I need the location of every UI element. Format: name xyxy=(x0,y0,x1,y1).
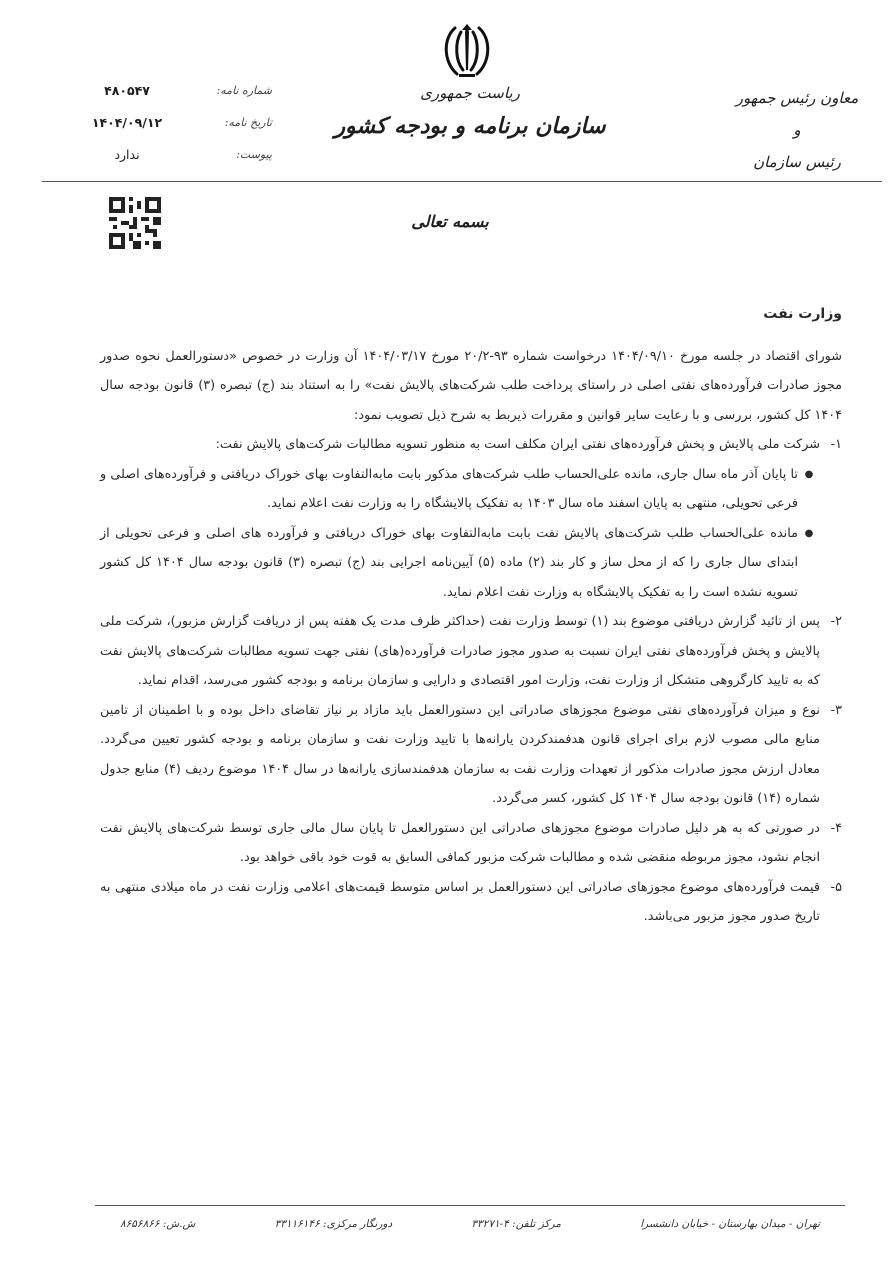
number-label: شماره نامه: xyxy=(216,83,272,97)
clause-2 xyxy=(100,607,842,696)
organization-title xyxy=(330,80,610,146)
attachment-value: ندارد xyxy=(114,146,140,162)
clause-4 xyxy=(100,814,842,873)
bullet-text: تا پایان آذر ماه سال جاری، مانده علی‌الحساب طلب شرکت‌های مذکور بابت مابه‌التفاوت بهای خوراک دریافتی و فرآورده‌های اصلی و فرعی تحویلی، منتهی به پایان اسفند ماه سال ۱۴۰۳ به تفکیک پالایشگاه را به وزارت نفت اعلام نماید. xyxy=(100,466,798,511)
footer-fax: دورنگار مرکزی: ۳۳۱۱۶۱۴۶ xyxy=(274,1218,393,1230)
clause-1-bullet-2 xyxy=(100,519,842,608)
clause-3 xyxy=(100,696,842,814)
footer-national-id: ش.ش: ۸۶۵۶۸۶۶ xyxy=(120,1218,196,1230)
qr-code-icon xyxy=(109,197,161,249)
clause-text: در صورتی که به هر دلیل صادرات موضوع مجوزهای صادراتی این دستورالعمل تا پایان سال مالی جاری توسط شرکت‌های پالایش نفت انجام نشود، مجوز مربوطه منقضی شده و مطالبات شرکت مزبور کمافی السابق به قوت خود باقی خواهد بود. xyxy=(100,820,820,865)
bullet-text: مانده علی‌الحساب طلب شرکت‌های پالایش نفت بابت مابه‌التفاوت بهای خوراک دریافتی و فرآورده های اصلی و فرعی تحویلی از ابتدای سال جاری را که از محل ساز و کار بند (۲) ماده (۵) آیین‌نامه اجرایی بند (ج) تبصره (۳) قانون بودجه سال ۱۴۰۴ کل کشور تسویه نشده است را به تفکیک پالایشگاه به وزارت نفت اعلام نماید. xyxy=(100,525,798,600)
sender-title-line: و xyxy=(793,121,801,139)
sender-title-line: معاون رئیس جمهور xyxy=(735,89,859,107)
bullet-icon: ● xyxy=(804,468,814,480)
presidency-label: ریاست جمهوری xyxy=(420,84,520,102)
meta-date-row xyxy=(72,106,272,138)
clause-text: قیمت فرآورده‌های موضوع مجوزهای صادراتی این دستورالعمل بر اساس متوسط قیمت‌های اعلامی وزارت نفت در ماه میلادی منتهی به تاریخ صدور مجوز مزبور می‌باشد. xyxy=(100,879,820,924)
letter-footer xyxy=(120,1218,820,1230)
footer-address: تهران - میدان بهارستان - خیابان دانشسرا xyxy=(640,1218,820,1230)
footer-switchboard: مرکز تلفن: ۴-۳۳۲۷۱ xyxy=(471,1218,561,1230)
clause-text: شرکت ملی پالایش و پخش فرآورده‌های نفتی ایران مکلف است به منظور تسویه مطالبات شرکت‌های پالایش نفت: xyxy=(215,437,820,452)
clause-1-bullet-1 xyxy=(100,460,842,519)
meta-number-row xyxy=(72,74,272,106)
sender-title xyxy=(722,82,872,178)
letter-meta xyxy=(72,74,272,170)
clause-5 xyxy=(100,873,842,932)
meta-attachment-row xyxy=(72,138,272,170)
bullet-icon: ● xyxy=(804,527,814,539)
clause-number: ۳- xyxy=(830,702,842,718)
footer-divider xyxy=(95,1205,845,1206)
clause-number: ۵- xyxy=(830,879,842,895)
letter-number: ۴۸۰۵۴۷ xyxy=(104,82,150,98)
intro-paragraph: شورای اقتصاد در جلسه مورخ ۱۴۰۴/۰۹/۱۰ درخواست شماره ۹۳-۲۰/۲ مورخ ۱۴۰۴/۰۳/۱۷ آن وزارت در خصوص «دستورالعمل نحوه صدور مجوز صادرات فرآورده‌های نفتی اصلی در راستای پرداخت طلب شرکت‌های پالایش نفت» را به استناد بند (ج) تبصره (۳) قانون بودجه سال ۱۴۰۴ کل کشور، بررسی و با رعایت سایر قوانین و مقررات ذیربط به شرح ذیل تصویب نمود: xyxy=(100,348,842,423)
attachment-label: پیوست: xyxy=(236,147,272,161)
letter-body xyxy=(100,300,842,932)
header-divider xyxy=(42,181,882,182)
organization-name: سازمان برنامه و بودجه کشور xyxy=(334,113,606,139)
clause-number: ۲- xyxy=(830,614,842,629)
iran-emblem-icon xyxy=(435,22,499,82)
letter-date: ۱۴۰۴/۰۹/۱۲ xyxy=(91,114,163,130)
clause-number: ۴- xyxy=(830,820,842,836)
date-label: تاریخ نامه: xyxy=(224,115,272,129)
basmala-heading: بسمه تعالی xyxy=(411,212,489,231)
addressee: وزارت نفت xyxy=(763,306,842,322)
sender-title-line: رئیس سازمان xyxy=(753,153,841,171)
clause-text: نوع و میزان فرآورده‌های نفتی موضوع مجوزهای صادراتی این دستورالعمل باید مازاد بر نیاز تقاضای داخل بوده و با اطمینان از تامین منابع مالی مصوب لازم برای اجرای قانون هدفمندکردن یارانه‌ها با تایید وزارت نفت و سازمان برنامه و بودجه کشور تعیین می‌گردد. معادل ارزش مجوز صادرات مذکور از تعهدات وزارت نفت به سازمان هدفمندسازی یارانه‌ها در سال ۱۴۰۴ موضوع ردیف (۴) منابع جدول شماره (۱۴) قانون بودجه سال ۱۴۰۴ کل کشور، کسر می‌گردد. xyxy=(100,702,820,806)
clause-number: ۱- xyxy=(830,437,842,452)
clause-1 xyxy=(100,430,842,460)
clause-text: پس از تائید گزارش دریافتی موضوع بند (۱) توسط وزارت نفت (حداکثر ظرف مدت یک هفته پس از دریافت گزارش مزبور)، شرکت ملی پالایش و پخش فرآورده‌های نفتی ایران نسبت به صدور مجوز صادرات فرآورده(های) نفتی جهت تسویه مطالبات شرکت‌های پالایش نفت که به تایید کارگروهی متشکل از وزارت نفت، وزارت امور اقتصادی و دارایی و سازمان برنامه و بودجه کشور می‌رسد، اقدام نماید. xyxy=(100,614,820,688)
